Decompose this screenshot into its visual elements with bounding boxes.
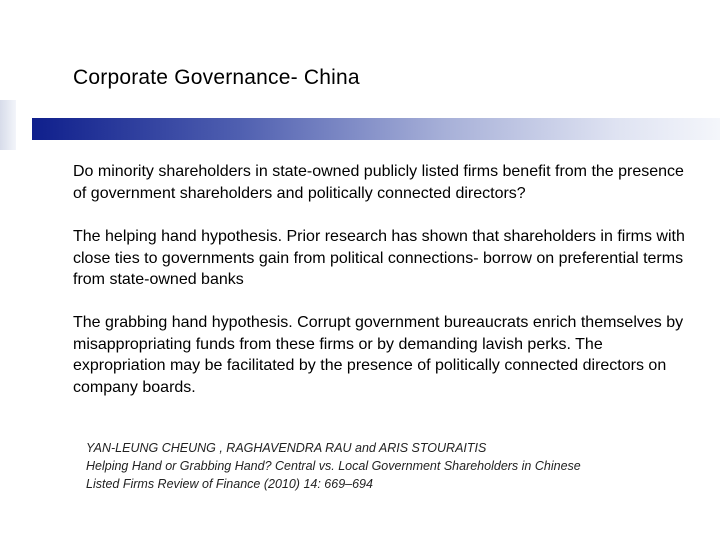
slide-title: Corporate Governance- China	[73, 66, 360, 89]
paragraph-helping-hand: The helping hand hypothesis. Prior research has shown that shareholders in firms with close ties to governments gain from political connections- borrow on preferential terms from state-owned banks	[73, 228, 685, 288]
citation	[86, 439, 686, 493]
citation-authors: YAN-LEUNG CHEUNG , RAGHAVENDRA RAU and ARIS STOURAITIS	[86, 441, 487, 455]
citation-title: Helping Hand or Grabbing Hand? Central vs. Local Government Shareholders in Chinese	[86, 459, 581, 473]
citation-source: Listed Firms Review of Finance (2010) 14: 669–694	[86, 477, 373, 491]
paragraph-grabbing-hand: The grabbing hand hypothesis. Corrupt government bureaucrats enrich themselves by misappropriating funds from these firms or by demanding lavish perks. The expropriation may be facilitated by the presence of politically connected directors on company boards.	[73, 314, 684, 396]
title-gradient-bar	[32, 118, 720, 140]
left-accent-bar	[0, 100, 16, 150]
paragraph-question: Do minority shareholders in state-owned publicly listed firms benefit from the presence of government shareholders and politically connected directors?	[73, 163, 684, 202]
